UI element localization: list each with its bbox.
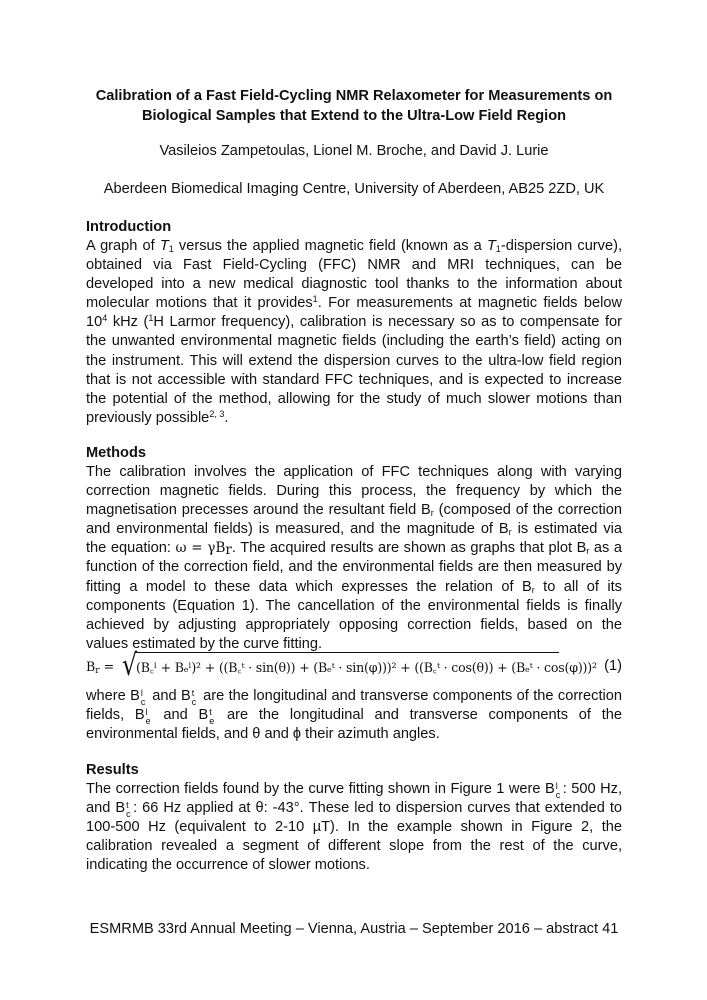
equation-body: (B꜀ˡ + Bₑˡ)² + ((B꜀ᵗ · sin(θ)) + (Bₑᵗ · sin(φ)))² + ((B꜀ᵗ · cos(θ)) + (Bₑᵗ · cos(φ)))² bbox=[136, 660, 597, 675]
text: (composed of the correction and environmental fields) is measured, and the magnitude of B bbox=[86, 502, 622, 538]
equation-lhs bbox=[86, 659, 114, 674]
citation-ref: 1 bbox=[312, 294, 318, 305]
text: . The acquired results are shown as graphs that plot B bbox=[231, 540, 587, 557]
subscript: r bbox=[531, 584, 535, 595]
results-heading: Results bbox=[86, 762, 139, 778]
equation-number: (1) bbox=[604, 658, 622, 674]
superscript: l bbox=[145, 707, 148, 718]
b-symbol: B bbox=[86, 659, 96, 674]
text: kHz ( bbox=[107, 314, 149, 331]
text: . For measurements at magnetic fields below 10 bbox=[86, 295, 622, 331]
text: are the longitudinal and transverse components of the correction fields, B bbox=[86, 688, 622, 724]
text: to all of its components (Equation 1). The cancellation of the environmental fields is finally achieved by adjusting appropriately opposing correction fields, based on the values estimated by the curve fitting. bbox=[86, 578, 622, 652]
subscript: c bbox=[140, 697, 146, 707]
text: where B bbox=[86, 688, 140, 704]
text: : 500 Hz, and B bbox=[86, 781, 622, 817]
text: versus the applied magnetic field (known as a bbox=[173, 238, 487, 254]
authors: Vasileios Zampetoulas, Lionel M. Broche, and David J. Lurie bbox=[159, 143, 549, 159]
subscript: 1 bbox=[495, 244, 501, 254]
t1-symbol: T bbox=[159, 238, 169, 254]
introduction-section bbox=[86, 218, 622, 428]
sqrt-bar bbox=[135, 652, 559, 653]
superscript: t bbox=[126, 800, 129, 811]
equals-sign: = bbox=[99, 659, 115, 674]
subscript: r bbox=[586, 546, 590, 557]
subscript: c bbox=[191, 697, 197, 707]
methods-section bbox=[86, 444, 622, 654]
superscript: t bbox=[209, 707, 212, 718]
text: is estimated via the equation: bbox=[86, 521, 622, 557]
sqrt-icon: √ bbox=[121, 648, 138, 683]
equation-explanation bbox=[86, 687, 622, 744]
sub-sup bbox=[555, 781, 563, 800]
isotope-superscript: 1 bbox=[148, 313, 154, 324]
sub-sup bbox=[191, 688, 199, 707]
results-paragraph bbox=[86, 780, 622, 875]
text: : 66 Hz applied at θ: -43°. These led to dispersion curves that extended to 100-500 Hz (equivalent to 2-10 µT). In the example shown in Figure 2, the calibration revealed a segment of different slope from the rest of the curve, indicating the occurrence of slower motions. bbox=[86, 800, 622, 874]
introduction-heading: Introduction bbox=[86, 219, 172, 235]
exponent: 4 bbox=[102, 313, 108, 324]
results-section bbox=[86, 761, 622, 875]
text: are the longitudinal and transverse components of the environmental fields, and θ and ϕ their azimuth angles. bbox=[86, 707, 622, 743]
text: The calibration involves the application of FFC techniques along with varying correction magnetic fields. During this process, the frequency by which the magnetisation precesses around the resultant field B bbox=[86, 464, 622, 519]
subscript: c bbox=[126, 809, 131, 820]
paper-title bbox=[86, 86, 622, 126]
subscript: 1 bbox=[168, 244, 174, 254]
subscript: e bbox=[209, 716, 215, 727]
title-line-1: Calibration of a Fast Field-Cycling NMR Relaxometer for Measurements on bbox=[95, 88, 613, 104]
methods-heading: Methods bbox=[86, 445, 146, 461]
text: A graph of bbox=[86, 238, 160, 254]
citation-ref: 2, 3 bbox=[209, 408, 225, 419]
text: H Larmor frequency), calibration is necessary so as to compensate for the unwanted environmental magnetic fields (including the earth’s field) acting on the instrument. This will extend the dispersion curves to the ultra-low field region that is not accessible with standard FFC techniques, and is expected to increase the potential of the method, allowing for the study of much slower motions than previously possible bbox=[86, 314, 622, 426]
text: and B bbox=[147, 688, 191, 704]
sub-sup bbox=[140, 688, 148, 707]
text: -dispersion curve), obtained via Fast Field-Cycling (FFC) NMR and MRI techniques, can be developed into a new medical diagnostic tool thanks to the information about molecular motions that it provides bbox=[86, 238, 622, 312]
superscript: t bbox=[191, 688, 195, 698]
sub-sup bbox=[208, 707, 216, 727]
superscript: l bbox=[555, 781, 558, 791]
methods-paragraph bbox=[86, 463, 622, 654]
superscript: l bbox=[140, 688, 143, 698]
subscript: e bbox=[145, 716, 151, 727]
subscript: r bbox=[225, 542, 232, 559]
sub-sup bbox=[125, 800, 133, 820]
subscript: r bbox=[95, 666, 100, 676]
text: The correction fields found by the curve fitting shown in Figure 1 were B bbox=[86, 781, 555, 797]
title-line-2: Biological Samples that Extend to the Ultra-Low Field Region bbox=[141, 108, 567, 124]
text: . bbox=[224, 409, 229, 426]
footer: ESMRMB 33rd Annual Meeting – Vienna, Austria – September 2016 – abstract 41 bbox=[89, 921, 619, 937]
subscript: r bbox=[430, 508, 434, 519]
sub-sup bbox=[145, 707, 153, 727]
introduction-paragraph bbox=[86, 237, 622, 428]
equation-1 bbox=[86, 649, 622, 683]
text: as a function of the correction field, and the environmental fields are then measured by fitting a model to these data which expresses the relation of B bbox=[86, 540, 622, 595]
text: and B bbox=[152, 707, 209, 724]
t1-symbol: T bbox=[486, 238, 496, 254]
equation-explanation-paragraph bbox=[86, 687, 622, 744]
affiliation: Aberdeen Biomedical Imaging Centre, University of Aberdeen, AB25 2ZD, UK bbox=[103, 181, 605, 197]
omega-equation: ω = γB bbox=[175, 540, 226, 557]
subscript: r bbox=[508, 527, 512, 538]
subscript: c bbox=[555, 790, 561, 800]
